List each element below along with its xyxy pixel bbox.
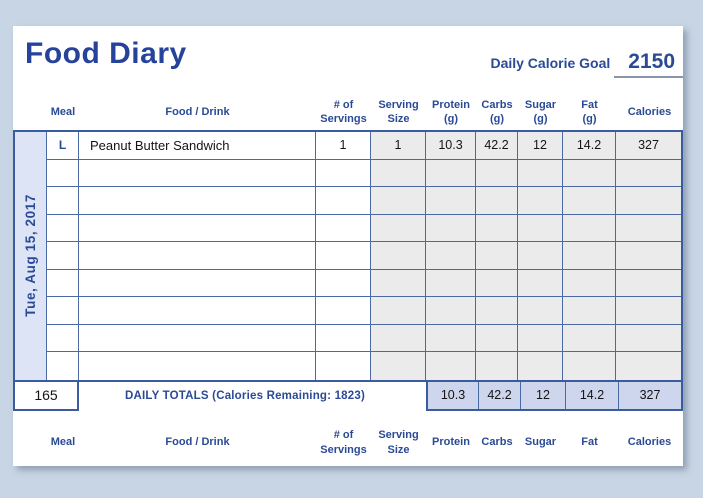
meal-cell[interactable] <box>47 242 79 270</box>
diary-row <box>47 160 681 188</box>
page-title: Food Diary <box>25 37 187 70</box>
protein-cell[interactable] <box>426 270 476 298</box>
totals-left-value: 165 <box>13 382 79 411</box>
calories-cell[interactable] <box>616 297 681 325</box>
col-header-calories: Calories <box>627 105 672 118</box>
meal-cell[interactable] <box>47 270 79 298</box>
sugar-cell[interactable] <box>518 325 563 353</box>
fat-cell[interactable] <box>563 297 616 325</box>
diary-row <box>47 132 681 160</box>
date-sidebar <box>15 132 47 380</box>
totals-calories: 327 <box>618 382 681 409</box>
calories-cell[interactable] <box>616 352 681 380</box>
sugar-cell[interactable] <box>518 297 563 325</box>
date-label: Tue, Aug 15, 2017 <box>23 194 38 318</box>
sugar-cell[interactable] <box>518 160 563 188</box>
serving-size-cell[interactable] <box>371 297 426 325</box>
col-header-sugar: Sugar <box>524 436 557 449</box>
totals-protein: 10.3 <box>428 382 478 409</box>
food-cell[interactable] <box>79 352 316 380</box>
column-header-row-bottom <box>13 426 683 460</box>
calories-cell[interactable] <box>616 270 681 298</box>
serving-size-cell[interactable] <box>371 352 426 380</box>
calories-cell[interactable] <box>616 325 681 353</box>
serving-size-cell[interactable] <box>371 242 426 270</box>
column-header-row-top <box>13 94 683 130</box>
col-header-calories: Calories <box>627 436 672 449</box>
fat-cell[interactable]: 14.2 <box>563 132 616 160</box>
servings-cell[interactable] <box>316 242 371 270</box>
serving-size-cell[interactable] <box>371 187 426 215</box>
diary-row <box>47 187 681 215</box>
diary-row <box>47 325 681 353</box>
totals-sugar: 12 <box>520 382 565 409</box>
calories-cell[interactable] <box>616 187 681 215</box>
header-bar <box>13 26 683 72</box>
food-diary-card <box>13 26 683 466</box>
col-header-fat: Fat (g) <box>581 98 598 125</box>
serving-size-cell[interactable]: 1 <box>371 132 426 160</box>
food-cell[interactable] <box>79 325 316 353</box>
fat-cell[interactable] <box>563 270 616 298</box>
fat-cell[interactable] <box>563 160 616 188</box>
col-header-fat: Fat <box>581 436 598 449</box>
calories-cell[interactable] <box>616 215 681 243</box>
calorie-goal-value[interactable]: 2150 <box>614 50 683 78</box>
calorie-goal-label: Daily Calorie Goal <box>490 55 611 71</box>
sugar-cell[interactable]: 12 <box>518 132 563 160</box>
daily-totals-row <box>13 382 683 411</box>
calorie-goal <box>490 50 683 78</box>
carbs-cell[interactable] <box>476 297 518 325</box>
diary-row <box>47 242 681 270</box>
col-header-servings: # of Servings <box>320 429 367 456</box>
carbs-cell[interactable] <box>476 270 518 298</box>
col-header-serving-size: Serving Size <box>378 98 419 125</box>
servings-cell[interactable] <box>316 297 371 325</box>
calories-cell[interactable]: 327 <box>616 132 681 160</box>
protein-cell[interactable] <box>426 215 476 243</box>
servings-cell[interactable] <box>316 352 371 380</box>
col-header-carbs: Carbs <box>481 436 513 449</box>
totals-carbs: 42.2 <box>478 382 520 409</box>
carbs-cell[interactable] <box>476 215 518 243</box>
col-header-protein: Protein <box>432 436 470 449</box>
meal-cell[interactable] <box>47 160 79 188</box>
serving-size-cell[interactable] <box>371 325 426 353</box>
serving-size-cell[interactable] <box>371 270 426 298</box>
col-header-servings: # of Servings <box>320 98 367 125</box>
diary-row <box>47 215 681 243</box>
diary-row <box>47 297 681 325</box>
calories-cell[interactable] <box>616 160 681 188</box>
carbs-cell[interactable]: 42.2 <box>476 132 518 160</box>
meal-cell[interactable] <box>47 325 79 353</box>
servings-cell[interactable] <box>316 215 371 243</box>
fat-cell[interactable] <box>563 352 616 380</box>
col-header-food: Food / Drink <box>165 436 230 449</box>
totals-values <box>426 382 683 411</box>
servings-cell[interactable] <box>316 325 371 353</box>
carbs-cell[interactable] <box>476 352 518 380</box>
col-header-meal: Meal <box>50 436 76 449</box>
col-header-sugar: Sugar (g) <box>524 98 557 125</box>
food-cell[interactable] <box>79 242 316 270</box>
col-header-carbs: Carbs (g) <box>481 98 513 125</box>
totals-spacer <box>371 382 426 411</box>
servings-cell[interactable] <box>316 160 371 188</box>
protein-cell[interactable]: 10.3 <box>426 132 476 160</box>
fat-cell[interactable] <box>563 242 616 270</box>
serving-size-cell[interactable] <box>371 215 426 243</box>
carbs-cell[interactable] <box>476 160 518 188</box>
diary-rows <box>47 132 681 380</box>
sugar-cell[interactable] <box>518 352 563 380</box>
totals-fat: 14.2 <box>565 382 618 409</box>
carbs-cell[interactable] <box>476 187 518 215</box>
servings-cell[interactable]: 1 <box>316 132 371 160</box>
meal-cell[interactable] <box>47 215 79 243</box>
fat-cell[interactable] <box>563 325 616 353</box>
carbs-cell[interactable] <box>476 242 518 270</box>
meal-cell[interactable]: L <box>47 132 79 160</box>
fat-cell[interactable] <box>563 215 616 243</box>
col-header-meal: Meal <box>50 105 76 118</box>
diary-row <box>47 352 681 380</box>
food-cell[interactable] <box>79 187 316 215</box>
protein-cell[interactable] <box>426 242 476 270</box>
sugar-cell[interactable] <box>518 270 563 298</box>
meal-cell[interactable] <box>47 352 79 380</box>
col-header-protein: Protein (g) <box>432 98 470 125</box>
sugar-cell[interactable] <box>518 242 563 270</box>
protein-cell[interactable] <box>426 187 476 215</box>
carbs-cell[interactable] <box>476 325 518 353</box>
daily-totals-label: DAILY TOTALS (Calories Remaining: 1823) <box>125 390 365 402</box>
sugar-cell[interactable] <box>518 187 563 215</box>
protein-cell[interactable] <box>426 352 476 380</box>
protein-cell[interactable] <box>426 297 476 325</box>
food-cell[interactable] <box>79 215 316 243</box>
servings-cell[interactable] <box>316 270 371 298</box>
diary-row <box>47 270 681 298</box>
sugar-cell[interactable] <box>518 215 563 243</box>
protein-cell[interactable] <box>426 325 476 353</box>
food-cell[interactable] <box>79 297 316 325</box>
calories-cell[interactable] <box>616 242 681 270</box>
servings-cell[interactable] <box>316 187 371 215</box>
food-cell[interactable]: Peanut Butter Sandwich <box>79 132 316 160</box>
protein-cell[interactable] <box>426 160 476 188</box>
meal-cell[interactable] <box>47 187 79 215</box>
col-header-serving-size: Serving Size <box>378 429 419 456</box>
col-header-food: Food / Drink <box>165 105 230 118</box>
serving-size-cell[interactable] <box>371 160 426 188</box>
diary-table <box>13 130 683 382</box>
fat-cell[interactable] <box>563 187 616 215</box>
food-cell[interactable] <box>79 160 316 188</box>
meal-cell[interactable] <box>47 297 79 325</box>
food-cell[interactable] <box>79 270 316 298</box>
